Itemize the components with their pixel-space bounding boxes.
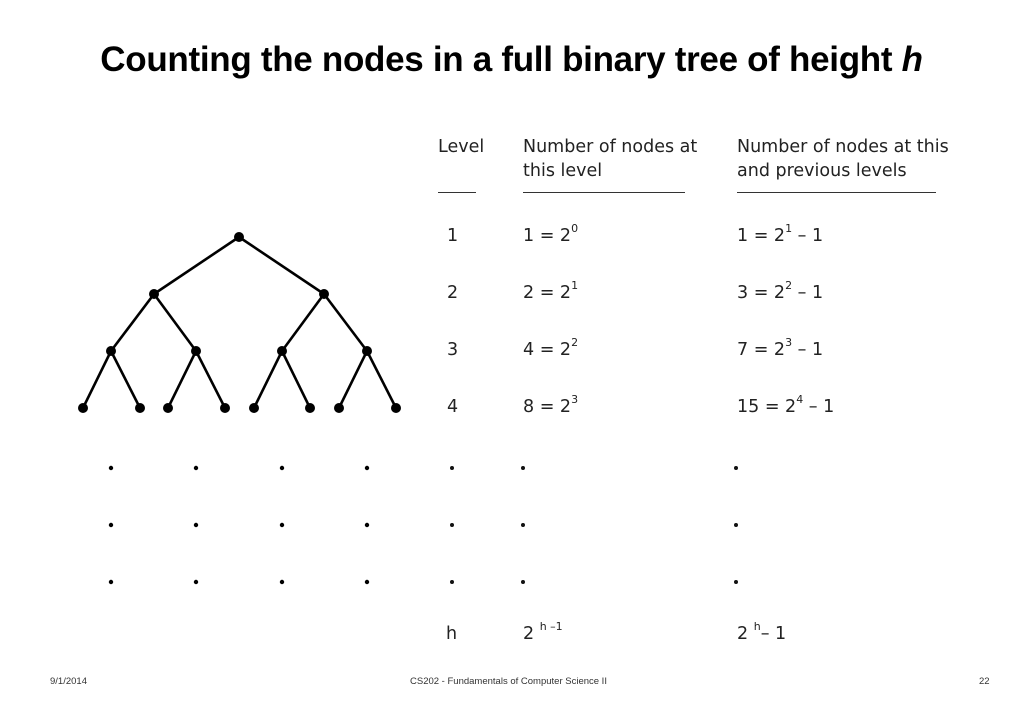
row-2-count: $2 = 2^1$ [523,279,579,303]
continuation-dot [194,580,198,584]
tree-edges [83,237,396,408]
table-ellipsis-dot [450,523,454,527]
header-this-level-rule [523,192,685,193]
tree-node [220,403,230,413]
table-ellipsis-dot [734,580,738,584]
continuation-dot [280,580,284,584]
tree-node [106,346,116,356]
header-level: Level [438,137,485,157]
row-1-total: $1 = 2^1 - 1$ [737,222,824,246]
row-h-count: 2 $^{h -1}$ [523,620,563,644]
header-cumulative-rule [737,192,936,193]
row-4-total: $15 = 2^4 - 1$ [737,393,835,417]
tree-edge [196,351,225,408]
tree-node [149,289,159,299]
header-level-rule [438,192,476,193]
table-ellipsis-dot [734,466,738,470]
row-h-level: h [446,624,458,644]
tree-edge [111,294,154,351]
row-4-count: $8 = 2^3$ [523,393,579,417]
continuation-dot [365,523,369,527]
row-4-level: 4 [447,397,459,417]
tree-node [305,403,315,413]
continuation-dot [194,523,198,527]
header-cumulative [737,135,949,183]
tree-edge [282,351,310,408]
tree-edge [168,351,196,408]
header-this-level [523,135,697,183]
tree-edge [254,351,282,408]
header-this-level-line1: Number of nodes at [523,137,698,157]
footer-course: CS202 - Fundamentals of Computer Science II [410,676,607,687]
tree-edge [83,351,111,408]
tree-edge [239,237,324,294]
tree-node [191,346,201,356]
tree-node [391,403,401,413]
table-ellipsis-dot [521,523,525,527]
continuation-dot [109,523,113,527]
table-ellipsis-dot [734,523,738,527]
header-this-level-line2: this level [523,161,603,181]
tree-node [277,346,287,356]
header-cumulative-line1: Number of nodes at this [737,137,949,157]
footer-date: 9/1/2014 [50,676,87,687]
continuation-dot [365,466,369,470]
tree-edge [324,294,367,351]
tree-continuation-dots [109,466,369,584]
footer-page-number: 22 [979,676,990,687]
tree-edge [367,351,396,408]
tree-edge [111,351,140,408]
row-h-total: 2 $^h$– 1 [737,620,787,644]
tree-edge [154,294,196,351]
tree-edge [282,294,324,351]
continuation-dot [109,580,113,584]
row-3-count: $4 = 2^2$ [523,336,579,360]
table-ellipsis-dot [450,466,454,470]
row-1-count: $1 = 2^0$ [523,222,579,246]
continuation-dot [280,466,284,470]
tree-node [78,403,88,413]
continuation-dot [280,523,284,527]
tree-node [319,289,329,299]
title-text: Counting the nodes in a full binary tree of height [100,40,902,79]
tree-edge [339,351,367,408]
table-ellipsis-dot [521,580,525,584]
table-ellipsis-dot [450,580,454,584]
row-3-total: $7 = 2^3 - 1$ [737,336,824,360]
tree-node [362,346,372,356]
title-variable: h [901,40,923,79]
row-3-level: 3 [447,340,459,360]
tree-node [334,403,344,413]
continuation-dot [365,580,369,584]
continuation-dot [109,466,113,470]
row-2-total: $3 = 2^2 - 1$ [737,279,824,303]
tree-node [163,403,173,413]
tree-node [135,403,145,413]
tree-node [249,403,259,413]
header-cumulative-line2: and previous levels [737,161,907,181]
table-ellipsis-dot [521,466,525,470]
tree-nodes [78,232,401,413]
row-2-level: 2 [447,283,459,303]
continuation-dot [194,466,198,470]
tree-node [234,232,244,242]
row-1-level: 1 [447,226,459,246]
tree-edge [154,237,239,294]
